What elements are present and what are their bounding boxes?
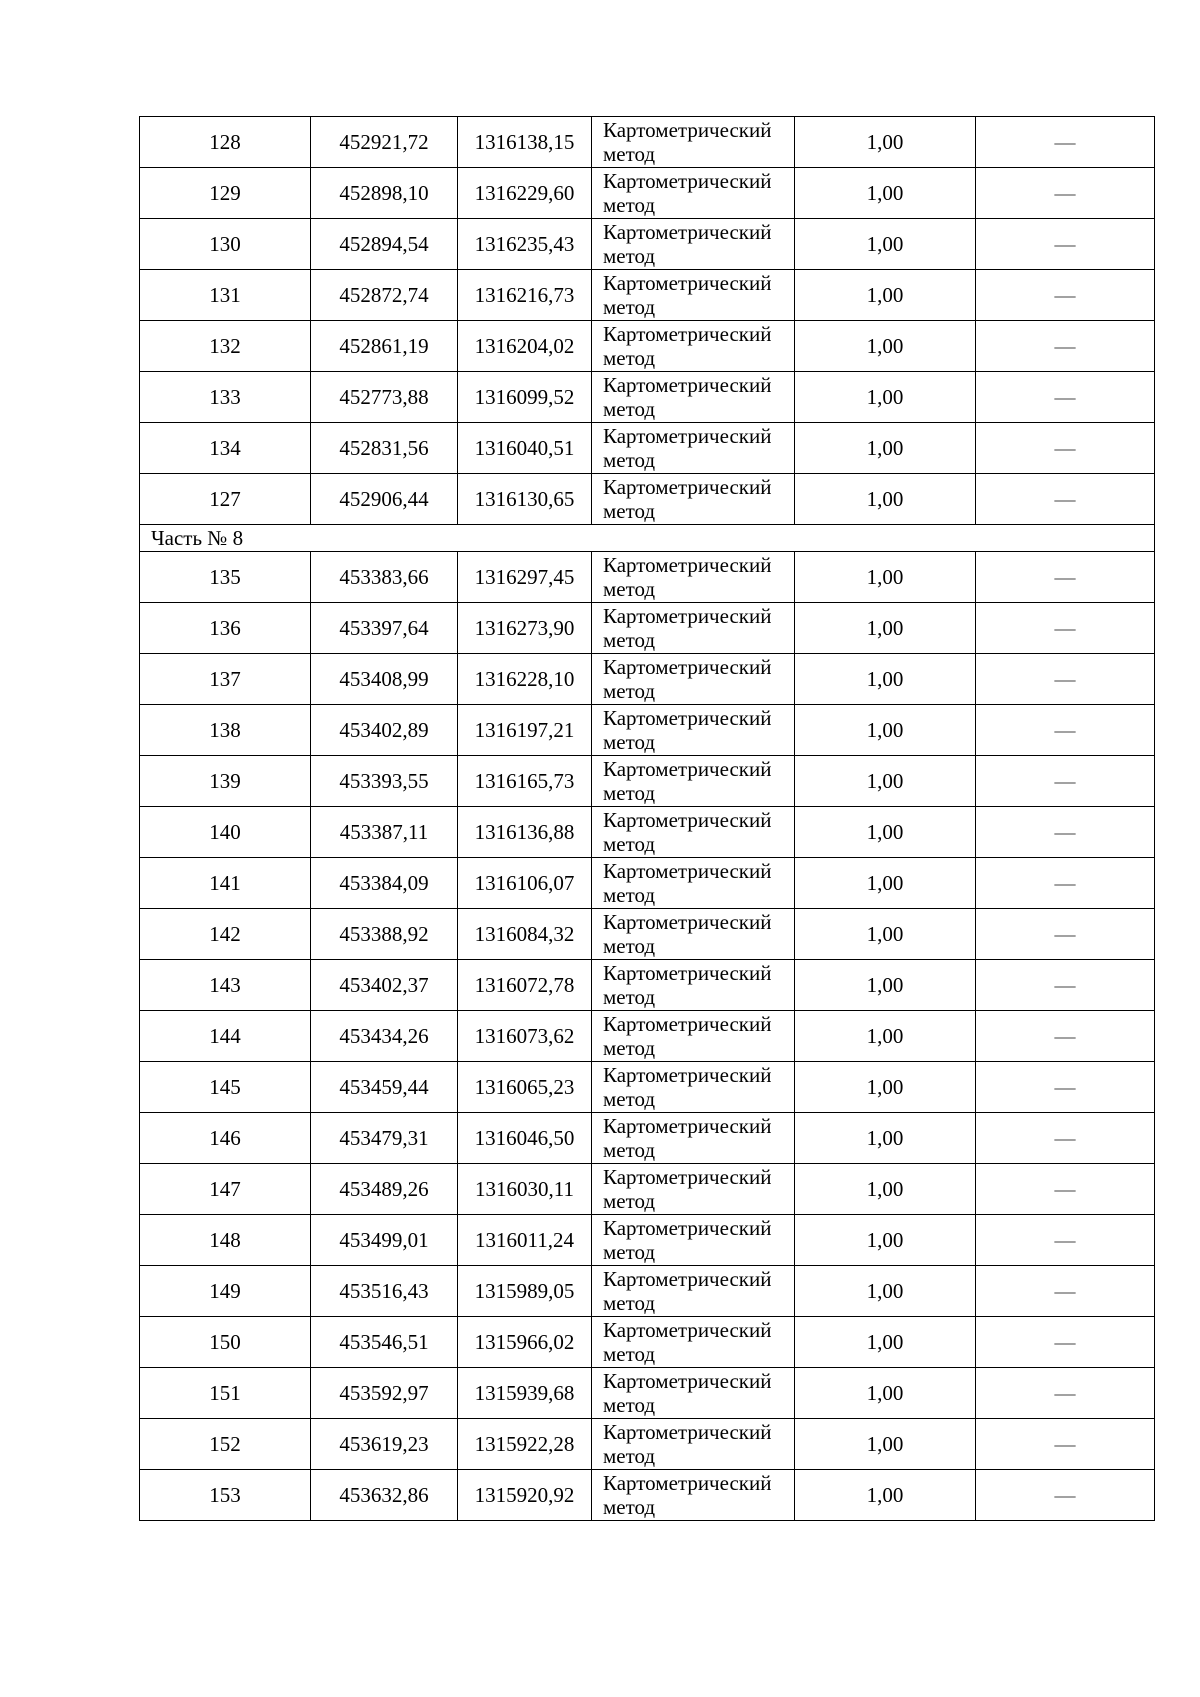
- method-cell: [592, 168, 795, 219]
- table-row: [140, 1317, 1155, 1368]
- method-cell: [592, 321, 795, 372]
- point-number-cell: 136: [140, 603, 311, 654]
- point-number-cell: 127: [140, 474, 311, 525]
- accuracy-cell: 1,00: [795, 219, 976, 270]
- table-row: [140, 1266, 1155, 1317]
- table-row: [140, 168, 1155, 219]
- note-cell: —: [976, 270, 1155, 321]
- accuracy-cell: 1,00: [795, 756, 976, 807]
- method-text-line2: метод: [603, 985, 656, 1009]
- method-text-line2: метод: [603, 1036, 656, 1060]
- method-cell: [592, 1113, 795, 1164]
- point-number-cell: 139: [140, 756, 311, 807]
- x-coordinate-cell: 453434,26: [311, 1011, 458, 1062]
- accuracy-cell: 1,00: [795, 909, 976, 960]
- method-text-line1: Картометрический: [603, 808, 772, 832]
- accuracy-cell: 1,00: [795, 1266, 976, 1317]
- y-coordinate-cell: 1316228,10: [458, 654, 592, 705]
- method-cell: [592, 1368, 795, 1419]
- accuracy-cell: 1,00: [795, 270, 976, 321]
- point-number-cell: 143: [140, 960, 311, 1011]
- point-number-cell: 145: [140, 1062, 311, 1113]
- accuracy-cell: 1,00: [795, 168, 976, 219]
- point-number-cell: 142: [140, 909, 311, 960]
- note-cell: —: [976, 1215, 1155, 1266]
- table-row: [140, 858, 1155, 909]
- method-text-line2: метод: [603, 1138, 656, 1162]
- y-coordinate-cell: 1316130,65: [458, 474, 592, 525]
- method-text-line2: метод: [603, 397, 656, 421]
- y-coordinate-cell: 1316046,50: [458, 1113, 592, 1164]
- x-coordinate-cell: 452906,44: [311, 474, 458, 525]
- method-text-line1: Картометрический: [603, 169, 772, 193]
- accuracy-cell: 1,00: [795, 1470, 976, 1521]
- x-coordinate-cell: 452894,54: [311, 219, 458, 270]
- accuracy-cell: 1,00: [795, 552, 976, 603]
- note-cell: —: [976, 756, 1155, 807]
- method-text-line1: Картометрический: [603, 118, 772, 142]
- note-cell: —: [976, 603, 1155, 654]
- method-cell: [592, 219, 795, 270]
- table-row: [140, 321, 1155, 372]
- point-number-cell: 134: [140, 423, 311, 474]
- table-row: [140, 372, 1155, 423]
- method-text-line1: Картометрический: [603, 475, 772, 499]
- method-text-line2: метод: [603, 934, 656, 958]
- y-coordinate-cell: 1316136,88: [458, 807, 592, 858]
- point-number-cell: 152: [140, 1419, 311, 1470]
- method-cell: [592, 705, 795, 756]
- y-coordinate-cell: 1315920,92: [458, 1470, 592, 1521]
- table-body: [140, 117, 1155, 1521]
- method-cell: [592, 1215, 795, 1266]
- method-cell: [592, 1164, 795, 1215]
- method-cell: [592, 1419, 795, 1470]
- table-row: [140, 603, 1155, 654]
- accuracy-cell: 1,00: [795, 1368, 976, 1419]
- method-text-line2: метод: [603, 730, 656, 754]
- accuracy-cell: 1,00: [795, 960, 976, 1011]
- x-coordinate-cell: 453546,51: [311, 1317, 458, 1368]
- y-coordinate-cell: 1316030,11: [458, 1164, 592, 1215]
- note-cell: —: [976, 117, 1155, 168]
- point-number-cell: 140: [140, 807, 311, 858]
- y-coordinate-cell: 1316165,73: [458, 756, 592, 807]
- note-cell: —: [976, 1113, 1155, 1164]
- x-coordinate-cell: 453516,43: [311, 1266, 458, 1317]
- method-text-line1: Картометрический: [603, 655, 772, 679]
- method-cell: [592, 807, 795, 858]
- point-number-cell: 128: [140, 117, 311, 168]
- accuracy-cell: 1,00: [795, 372, 976, 423]
- method-text-line1: Картометрический: [603, 1165, 772, 1189]
- point-number-cell: 141: [140, 858, 311, 909]
- point-number-cell: 153: [140, 1470, 311, 1521]
- x-coordinate-cell: 452872,74: [311, 270, 458, 321]
- point-number-cell: 138: [140, 705, 311, 756]
- method-cell: [592, 270, 795, 321]
- x-coordinate-cell: 453408,99: [311, 654, 458, 705]
- method-text-line1: Картометрический: [603, 322, 772, 346]
- x-coordinate-cell: 453489,26: [311, 1164, 458, 1215]
- x-coordinate-cell: 453393,55: [311, 756, 458, 807]
- accuracy-cell: 1,00: [795, 1113, 976, 1164]
- table-row: [140, 705, 1155, 756]
- point-number-cell: 151: [140, 1368, 311, 1419]
- method-text-line2: метод: [603, 295, 656, 319]
- method-text-line1: Картометрический: [603, 961, 772, 985]
- accuracy-cell: 1,00: [795, 1419, 976, 1470]
- table-row: [140, 474, 1155, 525]
- accuracy-cell: 1,00: [795, 858, 976, 909]
- method-text-line1: Картометрический: [603, 1318, 772, 1342]
- method-cell: [592, 1266, 795, 1317]
- table-row: [140, 552, 1155, 603]
- x-coordinate-cell: 452898,10: [311, 168, 458, 219]
- method-text-line2: метод: [603, 142, 656, 166]
- note-cell: —: [976, 552, 1155, 603]
- method-text-line1: Картометрический: [603, 1012, 772, 1036]
- accuracy-cell: 1,00: [795, 807, 976, 858]
- note-cell: —: [976, 1368, 1155, 1419]
- note-cell: —: [976, 474, 1155, 525]
- point-number-cell: 132: [140, 321, 311, 372]
- accuracy-cell: 1,00: [795, 1011, 976, 1062]
- method-cell: [592, 552, 795, 603]
- x-coordinate-cell: 453397,64: [311, 603, 458, 654]
- method-text-line1: Картометрический: [603, 424, 772, 448]
- x-coordinate-cell: 453387,11: [311, 807, 458, 858]
- point-number-cell: 137: [140, 654, 311, 705]
- method-text-line1: Картометрический: [603, 1369, 772, 1393]
- method-cell: [592, 372, 795, 423]
- note-cell: —: [976, 1419, 1155, 1470]
- method-cell: [592, 1011, 795, 1062]
- x-coordinate-cell: 452773,88: [311, 372, 458, 423]
- section-label: Часть № 8: [140, 525, 1155, 552]
- method-text-line2: метод: [603, 628, 656, 652]
- method-text-line2: метод: [603, 679, 656, 703]
- method-text-line2: метод: [603, 346, 656, 370]
- y-coordinate-cell: 1316204,02: [458, 321, 592, 372]
- method-cell: [592, 1062, 795, 1113]
- y-coordinate-cell: 1316138,15: [458, 117, 592, 168]
- table-row: [140, 960, 1155, 1011]
- x-coordinate-cell: 453499,01: [311, 1215, 458, 1266]
- method-text-line1: Картометрический: [603, 1216, 772, 1240]
- accuracy-cell: 1,00: [795, 603, 976, 654]
- point-number-cell: 150: [140, 1317, 311, 1368]
- y-coordinate-cell: 1316229,60: [458, 168, 592, 219]
- method-cell: [592, 1470, 795, 1521]
- point-number-cell: 130: [140, 219, 311, 270]
- method-cell: [592, 1317, 795, 1368]
- method-cell: [592, 960, 795, 1011]
- table-row: [140, 1368, 1155, 1419]
- accuracy-cell: 1,00: [795, 1215, 976, 1266]
- table-row: [140, 1215, 1155, 1266]
- accuracy-cell: 1,00: [795, 423, 976, 474]
- table-row: [140, 756, 1155, 807]
- table-row: [140, 807, 1155, 858]
- method-text-line2: метод: [603, 577, 656, 601]
- note-cell: —: [976, 321, 1155, 372]
- accuracy-cell: 1,00: [795, 705, 976, 756]
- y-coordinate-cell: 1316073,62: [458, 1011, 592, 1062]
- table-row: [140, 909, 1155, 960]
- y-coordinate-cell: 1316084,32: [458, 909, 592, 960]
- table-row: [140, 1113, 1155, 1164]
- x-coordinate-cell: 453402,89: [311, 705, 458, 756]
- y-coordinate-cell: 1315939,68: [458, 1368, 592, 1419]
- method-text-line2: метод: [603, 883, 656, 907]
- note-cell: —: [976, 1266, 1155, 1317]
- note-cell: —: [976, 807, 1155, 858]
- y-coordinate-cell: 1316099,52: [458, 372, 592, 423]
- method-text-line1: Картометрический: [603, 604, 772, 628]
- x-coordinate-cell: 453479,31: [311, 1113, 458, 1164]
- method-text-line1: Картометрический: [603, 373, 772, 397]
- method-cell: [592, 117, 795, 168]
- note-cell: —: [976, 1011, 1155, 1062]
- accuracy-cell: 1,00: [795, 474, 976, 525]
- note-cell: —: [976, 168, 1155, 219]
- note-cell: —: [976, 219, 1155, 270]
- method-cell: [592, 756, 795, 807]
- y-coordinate-cell: 1316297,45: [458, 552, 592, 603]
- accuracy-cell: 1,00: [795, 1062, 976, 1113]
- note-cell: —: [976, 372, 1155, 423]
- y-coordinate-cell: 1316216,73: [458, 270, 592, 321]
- x-coordinate-cell: 453383,66: [311, 552, 458, 603]
- table-row: [140, 423, 1155, 474]
- y-coordinate-cell: 1316040,51: [458, 423, 592, 474]
- method-text-line1: Картометрический: [603, 706, 772, 730]
- method-text-line1: Картометрический: [603, 1267, 772, 1291]
- y-coordinate-cell: 1315989,05: [458, 1266, 592, 1317]
- y-coordinate-cell: 1315966,02: [458, 1317, 592, 1368]
- accuracy-cell: 1,00: [795, 654, 976, 705]
- accuracy-cell: 1,00: [795, 1164, 976, 1215]
- y-coordinate-cell: 1316011,24: [458, 1215, 592, 1266]
- note-cell: —: [976, 858, 1155, 909]
- method-cell: [592, 423, 795, 474]
- y-coordinate-cell: 1316072,78: [458, 960, 592, 1011]
- method-cell: [592, 474, 795, 525]
- x-coordinate-cell: 453619,23: [311, 1419, 458, 1470]
- y-coordinate-cell: 1316273,90: [458, 603, 592, 654]
- method-cell: [592, 654, 795, 705]
- note-cell: —: [976, 909, 1155, 960]
- note-cell: —: [976, 1164, 1155, 1215]
- y-coordinate-cell: 1316106,07: [458, 858, 592, 909]
- method-text-line2: метод: [603, 832, 656, 856]
- x-coordinate-cell: 452861,19: [311, 321, 458, 372]
- y-coordinate-cell: 1316235,43: [458, 219, 592, 270]
- note-cell: —: [976, 960, 1155, 1011]
- table-row: [140, 1062, 1155, 1113]
- method-text-line1: Картометрический: [603, 1063, 772, 1087]
- coordinates-table: [139, 116, 1155, 1521]
- method-text-line1: Картометрический: [603, 757, 772, 781]
- note-cell: —: [976, 1062, 1155, 1113]
- x-coordinate-cell: 453632,86: [311, 1470, 458, 1521]
- section-header-row: [140, 525, 1155, 552]
- point-number-cell: 135: [140, 552, 311, 603]
- table-row: [140, 270, 1155, 321]
- method-text-line2: метод: [603, 1087, 656, 1111]
- method-text-line2: метод: [603, 448, 656, 472]
- point-number-cell: 129: [140, 168, 311, 219]
- table-row: [140, 1164, 1155, 1215]
- table-row: [140, 654, 1155, 705]
- x-coordinate-cell: 453592,97: [311, 1368, 458, 1419]
- y-coordinate-cell: 1315922,28: [458, 1419, 592, 1470]
- method-text-line1: Картометрический: [603, 859, 772, 883]
- method-text-line1: Картометрический: [603, 1420, 772, 1444]
- method-text-line2: метод: [603, 1240, 656, 1264]
- note-cell: —: [976, 423, 1155, 474]
- table-row: [140, 117, 1155, 168]
- point-number-cell: 131: [140, 270, 311, 321]
- x-coordinate-cell: 453459,44: [311, 1062, 458, 1113]
- table-row: [140, 219, 1155, 270]
- method-text-line2: метод: [603, 1393, 656, 1417]
- method-text-line1: Картометрический: [603, 1471, 772, 1495]
- method-text-line1: Картометрический: [603, 910, 772, 934]
- note-cell: —: [976, 1317, 1155, 1368]
- method-text-line2: метод: [603, 1342, 656, 1366]
- table-row: [140, 1419, 1155, 1470]
- table-row: [140, 1470, 1155, 1521]
- method-cell: [592, 858, 795, 909]
- x-coordinate-cell: 453402,37: [311, 960, 458, 1011]
- accuracy-cell: 1,00: [795, 1317, 976, 1368]
- x-coordinate-cell: 452921,72: [311, 117, 458, 168]
- note-cell: —: [976, 1470, 1155, 1521]
- table-row: [140, 1011, 1155, 1062]
- method-cell: [592, 909, 795, 960]
- point-number-cell: 133: [140, 372, 311, 423]
- y-coordinate-cell: 1316065,23: [458, 1062, 592, 1113]
- point-number-cell: 148: [140, 1215, 311, 1266]
- method-text-line1: Картометрический: [603, 220, 772, 244]
- y-coordinate-cell: 1316197,21: [458, 705, 592, 756]
- method-text-line2: метод: [603, 1444, 656, 1468]
- method-text-line2: метод: [603, 1291, 656, 1315]
- method-text-line2: метод: [603, 781, 656, 805]
- x-coordinate-cell: 453384,09: [311, 858, 458, 909]
- point-number-cell: 146: [140, 1113, 311, 1164]
- note-cell: —: [976, 705, 1155, 756]
- point-number-cell: 149: [140, 1266, 311, 1317]
- accuracy-cell: 1,00: [795, 117, 976, 168]
- note-cell: —: [976, 654, 1155, 705]
- method-text-line1: Картометрический: [603, 1114, 772, 1138]
- accuracy-cell: 1,00: [795, 321, 976, 372]
- x-coordinate-cell: 452831,56: [311, 423, 458, 474]
- point-number-cell: 144: [140, 1011, 311, 1062]
- method-text-line2: метод: [603, 499, 656, 523]
- method-cell: [592, 603, 795, 654]
- x-coordinate-cell: 453388,92: [311, 909, 458, 960]
- method-text-line2: метод: [603, 244, 656, 268]
- point-number-cell: 147: [140, 1164, 311, 1215]
- method-text-line1: Картометрический: [603, 553, 772, 577]
- method-text-line2: метод: [603, 1495, 656, 1519]
- method-text-line2: метод: [603, 1189, 656, 1213]
- method-text-line1: Картометрический: [603, 271, 772, 295]
- method-text-line2: метод: [603, 193, 656, 217]
